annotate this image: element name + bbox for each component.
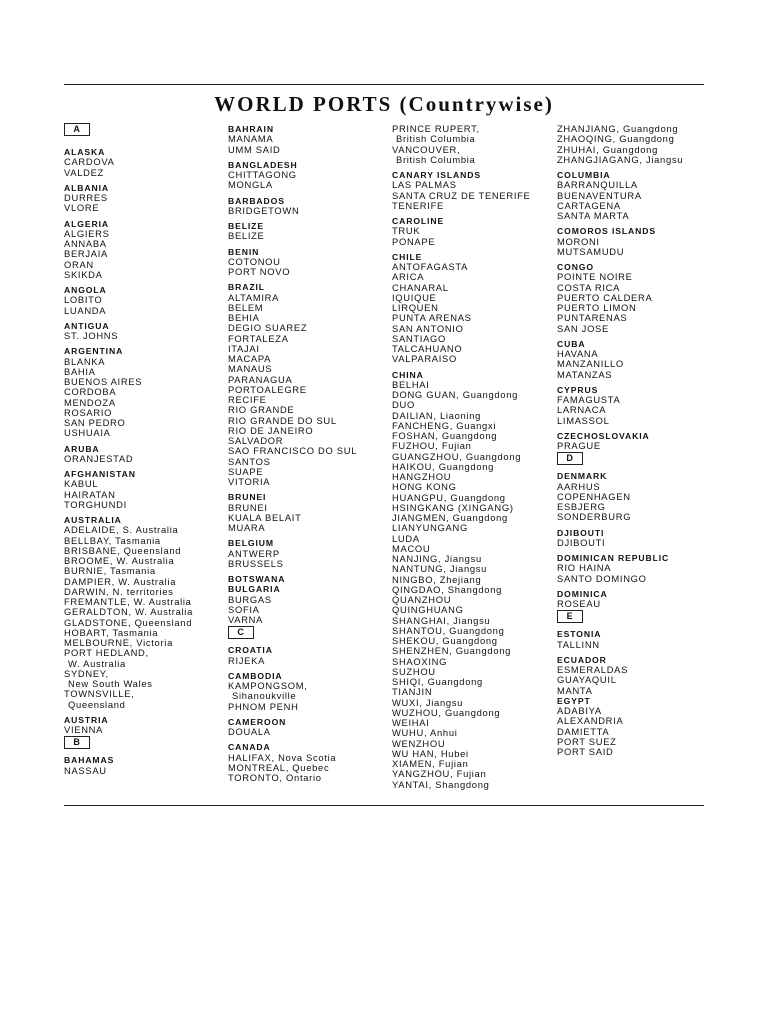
port-name: COSTA RICA [557, 281, 621, 293]
port-name: QUINGHUANG [392, 604, 464, 616]
port-name: DOUALA [228, 726, 271, 737]
port-name: YANGZHOU, Fujian [392, 768, 487, 780]
section-letter-box [557, 609, 721, 629]
port-name: DONG GUAN, Guangdong [392, 389, 519, 400]
port-name: GERALDTON, W. Australia [64, 606, 193, 618]
port-name: JIANGMEN, Guangdong [392, 512, 508, 523]
port-name: BRUNEI [228, 501, 268, 513]
port-name: ST. JOHNS [64, 330, 119, 341]
port-name: RECIFE [228, 394, 267, 405]
port-name: PUNTARENAS [557, 312, 628, 324]
port-name: TALLINN [557, 638, 600, 650]
country-heading: DENMARK [557, 471, 608, 482]
country-heading: EGYPT [557, 695, 591, 706]
port-name: LIANYUNGANG [392, 522, 468, 534]
port-name: PUNTA ARENAS [392, 312, 472, 324]
port-name: BRIDGETOWN [228, 204, 300, 216]
port-region: British Columbia [396, 133, 476, 145]
port-name: HOBART, Tasmania [64, 626, 159, 638]
port-name: DARWIN, N. territories [64, 585, 174, 597]
port-name: ZHUHAI, Guangdong [557, 143, 659, 155]
port-name: PORT NOVO [228, 266, 291, 277]
port-name: BURNIE, Tasmania [64, 565, 156, 577]
port-name: SANTO DOMINGO [557, 572, 647, 584]
port-name: FREMANTLE, W. Australia [64, 596, 192, 607]
port-name: KAMPONGSOM, [228, 680, 308, 691]
port-name: DURRES [64, 192, 108, 203]
port-name: SONDERBURG [557, 511, 632, 523]
top-rule [64, 84, 704, 85]
port-name: CHANARAL [392, 281, 449, 293]
port-name: BURGAS [228, 593, 272, 605]
port-name: SANTOS [228, 455, 271, 467]
country-heading: CYPRUS [557, 384, 599, 395]
country-heading: DJIBOUTI [557, 527, 605, 538]
port-name: TALCAHUANO [392, 343, 463, 354]
country-heading: BULGARIA [228, 584, 281, 595]
port-name: NANTUNG, Jiangsu [392, 563, 488, 575]
port-name: DEGIO SUAREZ [228, 322, 308, 334]
port-name: VANCOUVER, [392, 143, 461, 155]
port-name: XIAMEN, Fujian [392, 758, 469, 769]
port-name: PRINCE RUPERT, [392, 123, 480, 134]
country-heading: CROATIA [228, 645, 273, 656]
port-name: PONAPE [392, 235, 436, 247]
section-letter-box [228, 625, 392, 645]
port-name: CARTAGENA [557, 199, 621, 211]
port-name: COPENHAGEN [557, 490, 631, 502]
port-name: YANTAI, Shangdong [392, 778, 490, 790]
port-name: MELBOURNE, Victoria [64, 637, 173, 648]
country-heading: BAHRAIN [228, 124, 274, 134]
country-heading: CAMEROON [228, 716, 287, 727]
port-name: FORTALEZA [228, 332, 289, 344]
port-name: LIRQUEN [392, 302, 439, 313]
port-name: PORT HEDLAND, [64, 647, 149, 659]
port-name: BELEM [228, 301, 264, 313]
port-name: VALPARAISO [392, 353, 458, 365]
port-name: ESMERALDAS [557, 664, 629, 675]
port-name: TIANJIN [392, 686, 433, 698]
country-heading: AUSTRALIA [64, 515, 122, 525]
port-name: ARICA [392, 271, 425, 283]
port-name: DAMIETTA [557, 725, 610, 737]
port-name: CHITTAGONG [228, 169, 297, 180]
port-name: UMM SAID [228, 143, 281, 155]
port-name: KUALA BELAIT [228, 511, 302, 523]
port-name: ALEXANDRIA [557, 715, 624, 727]
port-name: GLADSTONE, Queensland [64, 616, 193, 628]
port-region: W. Australia [68, 657, 126, 669]
country-heading: ALGERIA [64, 218, 109, 229]
page-title: WORLD PORTS (Countrywise) [214, 92, 554, 116]
port-name: SANTIAGO [392, 332, 447, 344]
port-name: IQUIQUE [392, 291, 437, 303]
port-name: FAMAGUSTA [557, 394, 621, 405]
port-name: RIO DE JANEIRO [228, 424, 314, 436]
port-name: COTONOU [228, 255, 281, 267]
port-name: WUXI, Jiangsu [392, 696, 464, 708]
port-name: MONGLA [228, 179, 273, 191]
port-name: PRAGUE [557, 440, 601, 451]
country-heading: BOTSWANA [228, 574, 286, 584]
country-heading: CAROLINE [392, 216, 445, 226]
port-name: LARNACA [557, 404, 607, 416]
port-name: WUZHOU, Guangdong [392, 706, 501, 718]
port-name: NANJING, Jiangsu [392, 553, 482, 564]
port-name: ZHANJIANG, Guangdong [557, 123, 679, 134]
port-name: LOBITO [64, 294, 103, 306]
port-name: ANTOFAGASTA [392, 261, 469, 272]
country-heading: CZECHOSLOVAKIA [557, 430, 650, 441]
port-name: DAILIAN, Liaoning [392, 409, 482, 421]
port-name: MACAPA [228, 353, 272, 364]
port-name: PUERTO CALDERA [557, 291, 653, 303]
port-name: WENZHOU [392, 737, 446, 749]
port-name: HAIKOU, Guangdong [392, 460, 495, 472]
port-name: ORANJESTAD [64, 452, 134, 464]
country-heading: COLUMBIA [557, 170, 611, 180]
column-3 [392, 124, 556, 790]
country-heading: CANADA [228, 742, 271, 753]
country-heading: ARUBA [64, 443, 100, 454]
port-name: LUANDA [64, 304, 107, 316]
port-name: DUO [392, 399, 415, 411]
port-name: SANTA MARTA [557, 210, 630, 221]
port-name: SHENZHEN, Guangdong [392, 645, 512, 657]
port-name: BARRANQUILLA [557, 179, 638, 191]
port-name: PARANAGUA [228, 373, 293, 385]
port-name: VLORE [64, 202, 100, 214]
port-name: LAS PALMAS [392, 179, 457, 191]
port-name: WU HAN, Hubei [392, 747, 469, 759]
port-name: RIO HAINA [557, 562, 612, 574]
port-name: BUENAVENTURA [557, 189, 642, 201]
port-name: SHIQI, Guangdong [392, 676, 483, 687]
port-name: WEIHAI [392, 717, 430, 728]
port-name: GUAYAQUIL [557, 674, 617, 686]
port-name: SANTA CRUZ DE TENERIFE [392, 189, 531, 201]
country-heading: ANTIGUA [64, 320, 110, 331]
port-name: SUZHOU [392, 665, 436, 677]
port-name: FANCHENG, Guangxi [392, 419, 497, 431]
section-letter: A [64, 123, 90, 136]
country-heading: BENIN [228, 246, 260, 257]
section-letter-box [557, 451, 721, 471]
port-name: ORAN [64, 258, 94, 270]
port-name: HANGZHOU [392, 471, 452, 482]
country-heading: ECUADOR [557, 654, 607, 665]
port-name: SALVADOR [228, 435, 284, 446]
section-letter-box [64, 735, 228, 755]
port-name: MANZANILLO [557, 358, 624, 370]
port-name: MANTA [557, 684, 593, 696]
port-name: TENERIFE [392, 199, 444, 211]
port-region: Queensland [68, 698, 126, 710]
port-name: ADELAIDE, S. Australia [64, 524, 179, 536]
port-name: VITORIA [228, 476, 271, 487]
port-name: ESBJERG [557, 501, 606, 512]
section-letter: C [228, 626, 254, 639]
country-heading: ALASKA [64, 147, 106, 157]
port-name: PORTOALEGRE [228, 383, 307, 395]
port-name: MUARA [228, 522, 266, 533]
port-name: ZHAOQING, Guangdong [557, 133, 675, 145]
port-region: British Columbia [396, 153, 476, 165]
port-name: KABUL [64, 478, 99, 490]
port-name: VARNA [228, 614, 264, 625]
port-name: MACOU [392, 542, 431, 554]
port-name: PORT SUEZ [557, 735, 617, 747]
port-name: RIO GRANDE DO SUL [228, 414, 337, 426]
port-name: MONTREAL, Quebec [228, 761, 330, 773]
country-heading: CHINA [392, 369, 424, 380]
port-name: DJIBOUTI [557, 536, 606, 548]
section-letter: E [557, 610, 583, 623]
country-heading: CAMBODIA [228, 670, 283, 681]
port-name: VIENNA [64, 724, 104, 735]
port-name: SYDNEY, [64, 667, 109, 679]
port-name: FOSHAN, Guangdong [392, 430, 498, 441]
port-name: RIJEKA [228, 654, 266, 666]
section-letter: D [557, 452, 583, 465]
port-name: BUENOS AIRES [64, 376, 143, 387]
country-heading: BARBADOS [228, 195, 285, 206]
country-heading: CANARY ISLANDS [392, 170, 481, 180]
section-letter: B [64, 736, 90, 749]
country-heading: BANGLADESH [228, 159, 298, 170]
country-heading: CHILE [392, 251, 423, 262]
port-name: MORONI [557, 235, 600, 247]
bottom-rule [64, 805, 704, 806]
port-name: ROSEAU [557, 598, 601, 609]
port-name: CARDOVA [64, 156, 115, 168]
port-name: ZHANGJIAGANG, Jiangsu [557, 153, 684, 165]
port-name: HAIRATAN [64, 488, 116, 500]
port-name: USHUAIA [64, 427, 111, 439]
country-heading: BRAZIL [228, 282, 265, 293]
port-name: TORGHUNDI [64, 498, 127, 510]
country-heading: BAHAMAS [64, 755, 115, 766]
port-name: SKIKDA [64, 268, 103, 280]
port-name: NINGBO, Zhejiang [392, 573, 482, 585]
port-name: POINTE NOIRE [557, 271, 633, 283]
country-heading: AUSTRIA [64, 714, 109, 725]
column-1 [64, 122, 228, 776]
port-name: WUHU, Anhui [392, 727, 458, 739]
port-name: HUANGPU, Guangdong [392, 491, 506, 503]
port-name: BRISBANE, Queensland [64, 544, 182, 556]
country-heading: ANGOLA [64, 285, 107, 295]
country-heading: BELIZE [228, 221, 264, 231]
port-name: RIO GRANDE [228, 404, 295, 416]
port-name: ROSARIO [64, 406, 113, 418]
port-name: BELLBAY, Tasmania [64, 534, 161, 546]
port-name: BLANKA [64, 355, 106, 367]
port-name: ALTAMIRA [228, 291, 280, 303]
column-4 [557, 124, 721, 757]
port-name: MANAUS [228, 363, 273, 375]
port-name: HONG KONG [392, 481, 457, 493]
port-name: TOWNSVILLE, [64, 688, 135, 700]
port-name: SAN PEDRO [64, 417, 126, 428]
port-name: GUANGZHOU, Guangdong [392, 450, 522, 462]
country-heading: BELGIUM [228, 538, 274, 549]
port-name: ALGIERS [64, 227, 110, 239]
port-name: SAN ANTONIO [392, 322, 464, 334]
port-name: MUTSAMUDU [557, 245, 625, 257]
port-name: BELIZE [228, 230, 265, 242]
port-name: VALDEZ [64, 166, 104, 178]
port-name: ADABIYA [557, 705, 602, 716]
country-heading: ESTONIA [557, 629, 602, 640]
port-name: ITAJAI [228, 342, 260, 354]
country-heading: DOMINICA [557, 588, 608, 599]
section-letter-box [64, 122, 228, 142]
port-name: BAHIA [64, 365, 96, 377]
port-name: BEHIA [228, 312, 260, 323]
port-name: TORONTO, Ontario [228, 772, 322, 783]
port-name: HAVANA [557, 348, 599, 359]
country-heading: COMOROS ISLANDS [557, 226, 656, 237]
port-name: BERJAIA [64, 248, 108, 260]
port-name: HSINGKANG (XINGANG) [392, 501, 514, 513]
port-name: SHAOXING [392, 655, 448, 667]
port-name: QUANZHOU [392, 594, 452, 605]
port-name: SHEKOU, Guangdong [392, 635, 498, 646]
port-name: ANTWERP [228, 547, 280, 559]
port-name: SHANGHAI, Jiangsu [392, 614, 491, 626]
port-name: DAMPIER, W. Australia [64, 575, 177, 587]
country-heading: DOMINICAN REPUBLIC [557, 553, 670, 563]
port-name: PHNOM PENH [228, 700, 299, 712]
port-name: TRUK [392, 225, 421, 237]
country-heading: CONGO [557, 262, 594, 272]
port-name: FUZHOU, Fujian [392, 440, 472, 452]
port-name: SUAPE [228, 465, 264, 477]
port-name: MATANZAS [557, 368, 613, 380]
port-name: BELHAI [392, 378, 430, 390]
port-name: BROOME, W. Australia [64, 555, 175, 566]
port-name: PORT SAID [557, 746, 614, 757]
country-heading: ALBANIA [64, 182, 109, 193]
port-name: HALIFAX, Nova Scotia [228, 751, 337, 763]
port-name: NASSAU [64, 764, 107, 776]
port-name: AARHUS [557, 480, 601, 492]
port-name: BRUSSELS [228, 557, 284, 569]
port-region: Sihanoukville [232, 690, 297, 702]
country-heading: ARGENTINA [64, 346, 124, 357]
port-name: MENDOZA [64, 396, 116, 408]
port-name: SAN JOSE [557, 322, 609, 334]
port-name: SAO FRANCISCO DO SUL [228, 445, 358, 457]
port-name: LUDA [392, 532, 420, 544]
country-heading: AFGHANISTAN [64, 469, 136, 479]
port-name: SHANTOU, Guangdong [392, 624, 505, 636]
port-name: PUERTO LIMON [557, 302, 637, 313]
port-name: CORDOBA [64, 386, 117, 398]
port-name: QINGDAO, Shangdong [392, 583, 503, 595]
port-region: New South Wales [68, 678, 153, 689]
port-name: MANAMA [228, 133, 274, 145]
port-name: SOFIA [228, 603, 260, 615]
country-heading: CUBA [557, 338, 586, 349]
port-name: LIMASSOL [557, 414, 610, 426]
column-2 [228, 124, 392, 783]
port-name: ANNABA [64, 238, 107, 249]
country-heading: BRUNEI [228, 492, 267, 503]
